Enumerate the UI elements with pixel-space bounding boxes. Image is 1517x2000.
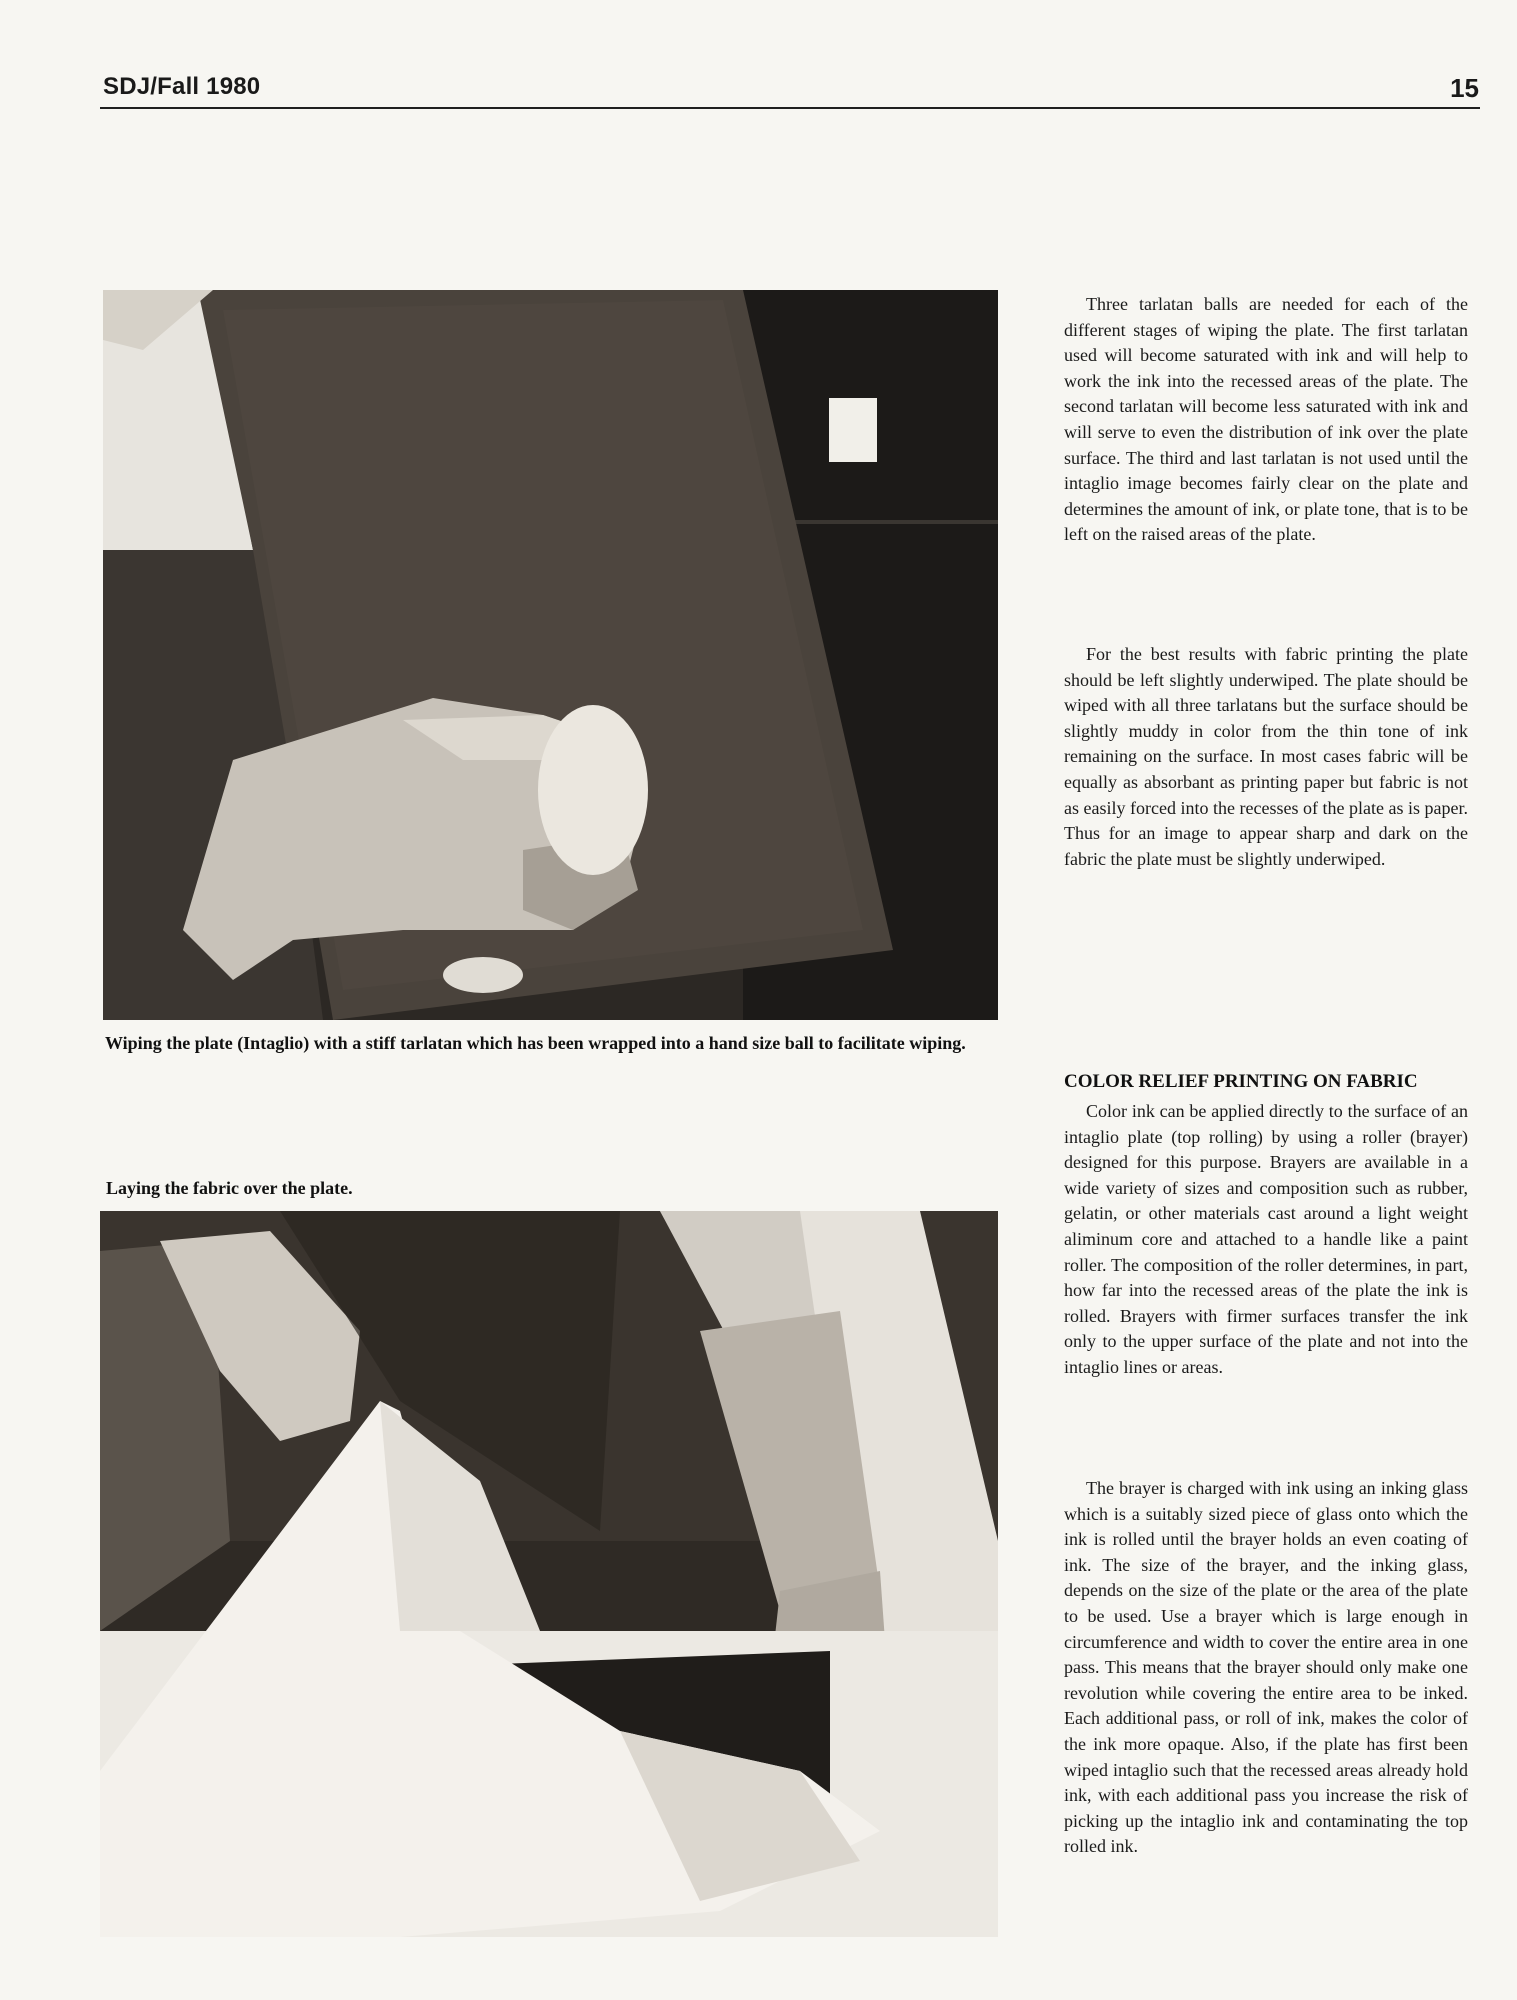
photo-laying-fabric <box>100 1211 998 1937</box>
section-heading: COLOR RELIEF PRINTING ON FABRIC <box>1064 1071 1418 1092</box>
article-paragraph-1: Three tarlatan balls are needed for each of the different stages of wiping the plate. The first tarlatan used will become saturated with ink and will help to work the ink into the recessed areas of the plate. The second tarlatan will become less saturated with ink and will serve to even the distribution of ink over the plate surface. The third and last tarlatan is not used until the intaglio image becomes fairly clear on the plate and determines the amount of ink, or plate tone, that is to be left on the raised areas of the plate. <box>1064 294 1468 545</box>
article-paragraph-4: The brayer is charged with ink using an inking glass which is a suitably sized piece of glass onto which the ink is rolled until the brayer holds an even coating of ink. The size of the brayer, and the inking glass, depends on the size of the plate or the area of the plate to be used. Use a brayer which is large enough in circumference and width to cover the entire area in one pass. This means that the brayer should only make one revolution while covering the entire area to be inked. Each additional pass, or roll of ink, makes the color of the ink more opaque. Also, if the plate has first been wiped intaglio such that the recessed areas already hold ink, with each additional pass you increase the risk of picking up the intaglio ink and contaminating the top rolled ink. <box>1064 1478 1468 1857</box>
article-paragraph-3: Color ink can be applied directly to the surface of an intaglio plate (top rolling) by using a roller (brayer) designed for this purpose. Brayers are available in a wide variety of sizes and composition such as rubber, gelatin, or other materials cast around a light weight aliminum core and attached to a handle like a paint roller. The composition of the roller determines, in part, how far into the recessed areas of the plate the ink is rolled. Brayers with firmer surfaces transfer the ink only to the upper surface of the plate and not into the intaglio lines or areas. <box>1064 1101 1468 1377</box>
figure-caption-2: Laying the fabric over the plate. <box>106 1178 353 1198</box>
figure-caption-1: Wiping the plate (Intaglio) with a stiff tarlatan which has been wrapped into a hand size ball to facilitate wiping. <box>105 1033 966 1053</box>
page-number: 15 <box>1450 73 1479 103</box>
photo-wiping-plate <box>103 290 998 1020</box>
article-paragraph-2: For the best results with fabric printing the plate should be left slightly underwiped. The plate should be wiped with all three tarlatans but the surface should be slightly muddy in color from the thin tone of ink remaining on the surface. In most cases fabric will be equally as absorbant as printing paper but fabric is not as easily forced into the recesses of the plate as is paper. Thus for an image to appear sharp and dark on the fabric the plate must be slightly underwiped. <box>1064 644 1468 869</box>
header-rule <box>100 107 1480 109</box>
journal-header: SDJ/Fall 1980 <box>103 73 261 100</box>
